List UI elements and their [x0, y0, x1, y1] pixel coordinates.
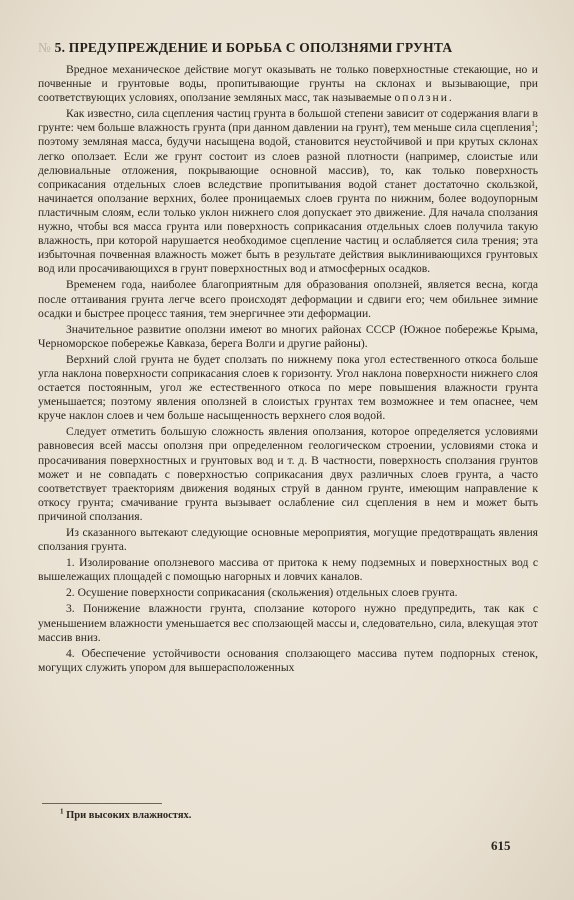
list-item-4: 4. Обеспечение устойчивости основания сползающего массива путем подпорных стенок, могущих служить упором для вышерасположенных: [38, 646, 538, 674]
list-item-3: 3. Понижение влажности грунта, сползание которого нужно предупредить, так как с уменьшением влажности уменьшается вес сползающей массы и, следовательно, сила, влекущая этот массив вниз.: [38, 602, 538, 644]
paragraph-2-text-a: Как известно, сила сцепления частиц грунта в большой степени зависит от содержания влаги в грунте: чем больше влажность грунта (при данном давлении на грунт), тем меньше сила сцепления: [38, 107, 538, 135]
section-title: ПРЕДУПРЕЖДЕНИЕ И БОРЬБА С ОПОЛЗНЯМИ ГРУНТА: [68, 40, 453, 55]
paragraph-1-text: Вредное механическое действие могут оказывать не только поверхностные стекающие, но и почвенные и грунтовые воды, пропитывающие грунты на склонах и вызывающие, при соответствующих условиях, оползание земляных масс, так называемые: [38, 63, 538, 105]
section-prefix: №: [38, 40, 52, 55]
paragraph-6: Следует отметить большую сложность явления оползания, которое определяется условиями равновесия всей массы оползня при определенном геологическом строении, условиями стока и просачивания поверхностных и грунтовых вод и т. д. В частности, поверхность сползания грунтов может и не совпадать с поверхностью соприкасания двух различных слоев грунта, а часто соответствует траекториям движения водяных струй в данном грунте, имеющим направление к откосу грунта; смачивание грунта вызывает ослабление сил сцепления в нем и может быть причиной сползания.: [38, 425, 538, 523]
section-heading: [38, 40, 538, 56]
page-content: [38, 40, 538, 677]
paragraph-2-text-b: ; поэтому земляная масса, будучи насыщена водой, становится неустойчивой и при крутых склонах легко оползает. Если же грунт состоит из слоев разной плотности (например, слоистые или делювиальные отложения, покрывающие основной массив), то, как только поверхность соприкасания отдельных слоев вследствие пропитывания водой станет достаточно скользкой, начинается оползание верхних, более проницаемых слоев грунта по нижним, более водоупорным пластичным слоям, если только уклон нижнего слоя допускает это движение. Для начала сползания нужно, чтобы вся масса грунта или поверхность соприкасания отдельных слоев получила такую влажность, при которой нарушается необходимое сцепление частиц и ослабляется сила трения; эта избыточная почвенная влажность может быть в результате действия выклинивающихся грунтовых вод или просачивающихся в грунт поверхностных вод и атмосферных осадков.: [38, 121, 538, 276]
paragraph-2: [38, 107, 538, 276]
paragraph-5: Верхний слой грунта не будет сползать по нижнему пока угол естественного откоса больше угла наклона поверхности соприкасания слоев к горизонту. Угол наклона поверхности нижнего слоя остается постоянным, угол же естественного откоса по мере повышения влажности грунта уменьшается; поэтому явления оползней в слоистых грунтах тем возможнее и тем опаснее, чем круче наклон слоев и чем больше насыщенность верхнего слоя водой.: [38, 352, 538, 423]
list-item-2: 2. Осушение поверхности соприкасания (скольжения) отдельных слоев грунта.: [66, 586, 458, 600]
section-number: 5.: [54, 40, 66, 55]
paragraph-3: Временем года, наиболее благоприятным для образования оползней, является весна, когда после оттаивания грунта легче всего происходят деформации и сдвиги его; чем обильнее зимние осадки и быстрее процесс таяния, тем энергичнее эти деформации.: [38, 278, 538, 320]
paragraph-7: Из сказанного вытекают следующие основные мероприятия, могущие предотвращать явления сползания грунта.: [38, 526, 538, 554]
footnote: [60, 807, 192, 821]
footnote-mark: 1: [60, 807, 64, 816]
list-item-1: 1. Изолирование оползневого массива от притока к нему подземных и поверхностных вод с вышележащих площадей с помощью нагорных и ловчих каналов.: [38, 556, 538, 584]
term-opolzni: оползни.: [394, 91, 454, 105]
footnote-text: При высоких влажностях.: [66, 810, 192, 821]
footnote-divider: [42, 803, 162, 804]
page-number: 615: [491, 838, 511, 853]
paragraph-4: Значительное развитие оползни имеют во многих районах СССР (Южное побережье Крыма, Черноморское побережье Кавказа, берега Волги и другие районы).: [38, 322, 538, 350]
footnote-reference: 1: [531, 120, 535, 129]
paragraph-1: [38, 63, 538, 105]
